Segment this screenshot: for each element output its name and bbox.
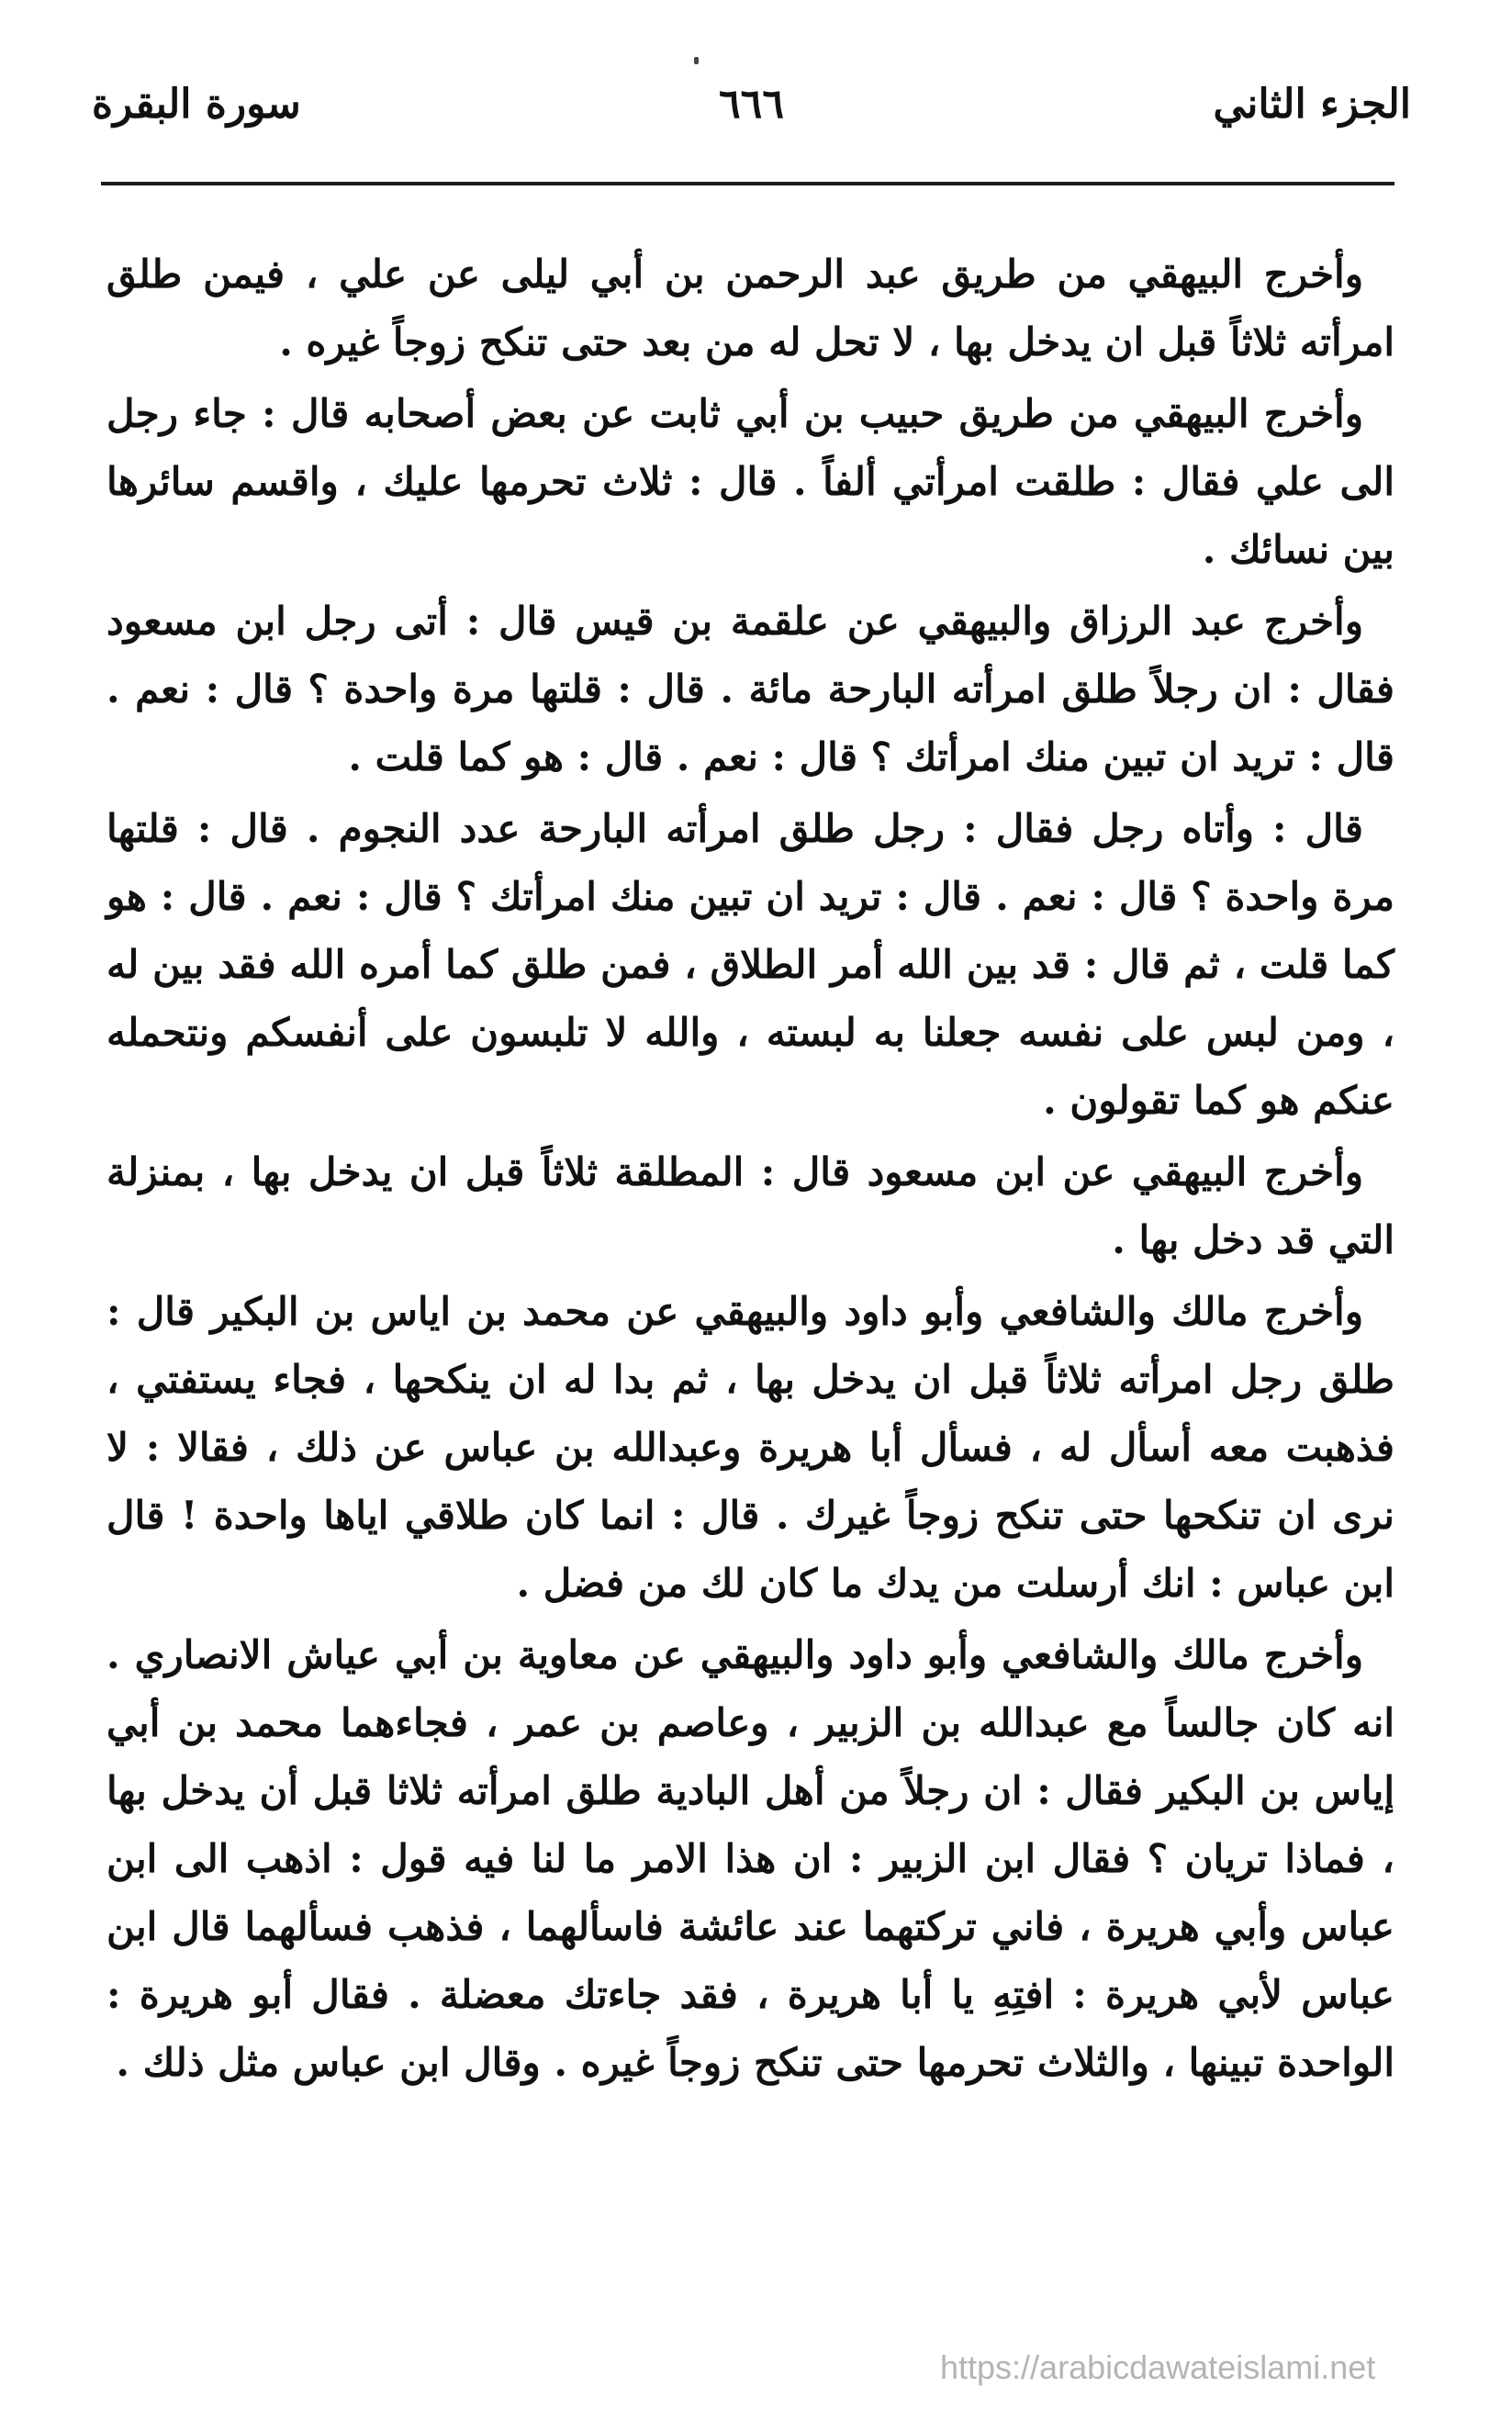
paragraph: وأخرج مالك والشافعي وأبو داود والبيهقي عن معاوية بن أبي عياش الانصاري . انه كان جالساً مع عبدالله بن الزبير ، وعاصم بن عمر ، فجاءهما محمد بن أبي إياس بن البكير فقال : ان رجلاً من أهل البادية طلق امرأته ثلاثا قبل أن يدخل بها ، فماذا تريان ؟ فقال ابن الزبير : ان هذا الامر ما لنا فيه قول : اذهب الى ابن عباس وأبي هريرة ، فاني تركتهما عند عائشة فاسألهما ، فذهب فسألهما قال ابن عباس لأبي هريرة : افتِهِ يا أبا هريرة ، فقد جاءتك معضلة . فقال أبو هريرة : الواحدة تبينها ، والثلاث تحرمها حتى تنكح زوجاً غيره . وقال ابن عباس مثل ذلك . [106, 1632, 1394, 2085]
scan-speck [694, 57, 699, 64]
paragraph: وأخرج مالك والشافعي وأبو داود والبيهقي عن محمد بن اياس بن البكير قال : طلق رجل امرأته ثلاثاً قبل ان يدخل بها ، ثم بدا له ان ينكحها ، فجاء يستفتي ، فذهبت معه أسأل له ، فسأل أبا هريرة وعبدالله بن عباس عن ذلك ، فقالا : لا نرى ان تنكحها حتى تنكح زوجاً غيرك . قال : انما كان طلاقي اياها واحدة ! قال ابن عباس : انك أرسلت من يدك ما كان لك من فضل . [106, 1289, 1394, 1606]
page-body [106, 241, 1394, 2097]
paragraph: قال : وأتاه رجل فقال : رجل طلق امرأته البارحة عدد النجوم . قال : قلتها مرة واحدة ؟ قال : نعم . قال : تريد ان تبين منك امرأتك ؟ قال : نعم . قال : هو كما قلت ، ثم قال : قد بين الله أمر الطلاق ، فمن طلق كما أمره الله فقد بين له ، ومن لبس على نفسه جعلنا به لبسته ، والله لا تلبسون على أنفسكم ونتحمله عنكم هو كما تقولون . [106, 806, 1394, 1123]
source-watermark: https://arabicdawateislami.net [940, 2348, 1376, 2386]
paragraph: وأخرج عبد الرزاق والبيهقي عن علقمة بن قيس قال : أتى رجل ابن مسعود فقال : ان رجلاً طلق امرأته البارحة مائة . قال : قلتها مرة واحدة ؟ قال : نعم . قال : تريد ان تبين منك امرأتك ؟ قال : نعم . قال : هو كما قلت . [106, 599, 1395, 779]
paragraph: وأخرج البيهقي من طريق حبيب بن أبي ثابت عن بعض أصحابه قال : جاء رجل الى علي فقال : طلقت امرأتي ألفاً . قال : ثلاث تحرمها عليك ، واقسم سائرها بين نسائك . [106, 391, 1394, 572]
page-header [92, 81, 1411, 145]
header-divider [101, 182, 1394, 185]
page-number: ٦٦٦ [719, 81, 784, 128]
surah-title: سورة البقرة [92, 81, 301, 128]
paragraph: وأخرج البيهقي عن ابن مسعود قال : المطلقة ثلاثاً قبل ان يدخل بها ، بمنزلة التي قد دخل بها . [106, 1149, 1394, 1262]
part-title: الجزء الثاني [1213, 81, 1411, 128]
paragraph: وأخرج البيهقي من طريق عبد الرحمن بن أبي ليلى عن علي ، فيمن طلق امرأته ثلاثاً قبل ان يدخل بها ، لا تحل له من بعد حتى تنكح زوجاً غيره . [106, 252, 1394, 364]
